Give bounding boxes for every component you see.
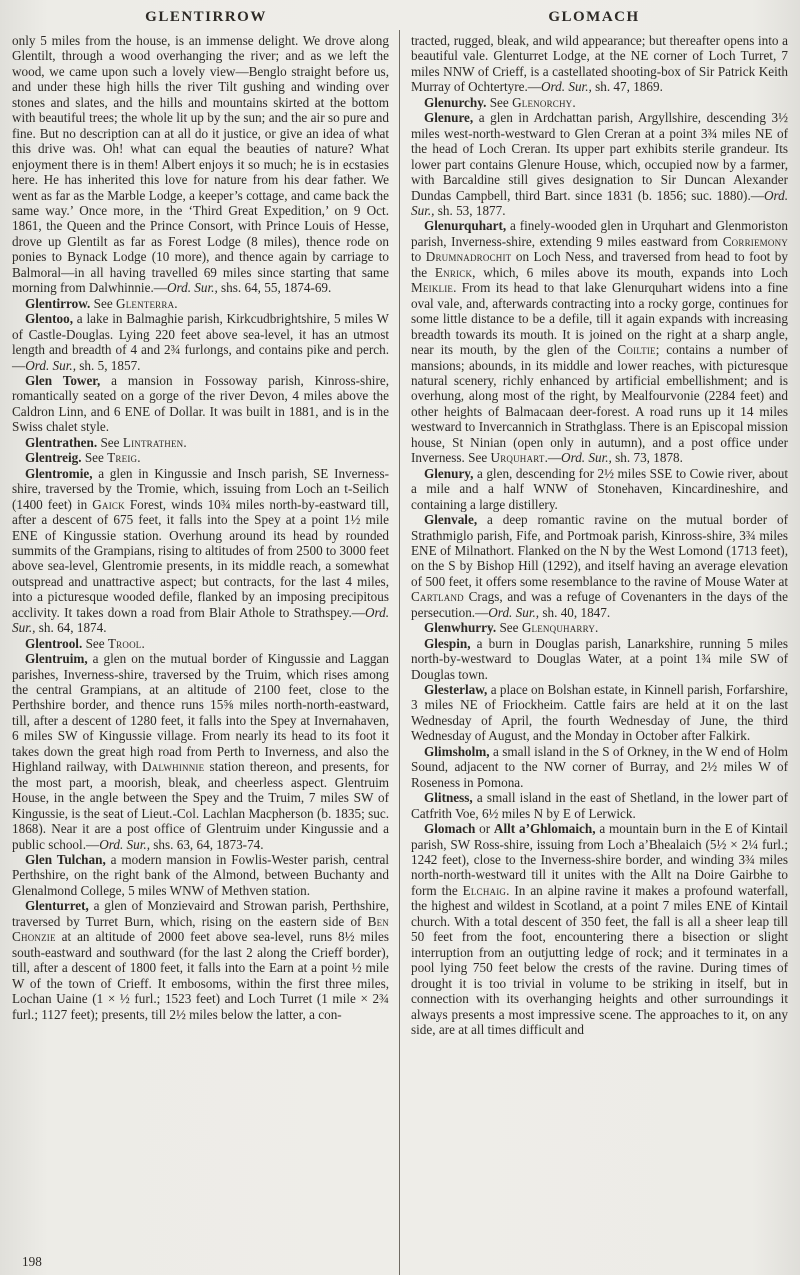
body-text: sh. 64, 1874.	[35, 620, 107, 636]
body-text: a place on Bolshan estate, in Kinnell parish, Forfarshire, 3 miles NE of Friockheim. Cattle fairs are held at it on the last Wednesday of April, the fourth Wednesday of June, the third Wednesday of August, and the Monday in October after Falkirk.	[411, 682, 788, 744]
body-text: a glen, descending for 2½ miles SSE to Cowie river, about a mile and a half WNW of Stonehaven, Kincardineshire, and containing a large distillery.	[411, 465, 788, 512]
entry-name: Glentreig.	[25, 450, 82, 466]
cross-reference: Coiltie	[617, 342, 656, 358]
right-running-head: GLOMACH	[548, 9, 640, 25]
entry-name: Glen Tower,	[25, 372, 101, 388]
body-text: a glen of Monzievaird and Strowan parish, Perthshire, traversed by Turret Burn, which, rising on the eastern side of	[12, 898, 389, 929]
cross-reference: Gaick	[92, 496, 125, 512]
entry-name: Glespin,	[424, 635, 471, 651]
body-text: a deep romantic ravine on the mutual border of Strathmiglo parish, Fife, and Portmoak parish, Kinross-shire, 3¾ miles ENE of Milnathort. Flanked on the N by the West Lomond (1713 feet), on the S by Bishop Hill (1292), and itself having an average elevation of 500 feet, it offers some resemblance to the ravine of Mouse Water at	[411, 512, 788, 589]
source-citation: Ord. Sur.,	[411, 187, 788, 218]
entry-name: Glitness,	[424, 790, 473, 806]
body-text: or	[475, 821, 494, 837]
entry-glentoo	[12, 311, 389, 373]
entry-name: Glenvale,	[424, 512, 478, 528]
entry-name: Glen Tulchan,	[25, 852, 106, 868]
entry-glen-tulchan	[12, 852, 389, 898]
body-text: See	[496, 620, 522, 636]
entry-glentruim	[12, 651, 389, 852]
entry-glenvale	[411, 512, 788, 620]
entry-glespin	[411, 636, 788, 682]
body-text: on Loch Ness, and traversed from head to foot by the	[411, 249, 788, 280]
column-divider	[399, 30, 400, 1275]
body-text: See	[90, 295, 116, 311]
entry-name: Glimsholm,	[424, 743, 490, 759]
body-text: ; contains a number of mansions; abounds, in its middle and lower reaches, with picturesque natural scenery, richly enhanced by artificial embellishment; and is overhung, along most of the right, by Mealfourvonie (2284 feet) and other heights of Balmacaan deer-forest. A road runs up it 14 miles westward to Invercannich in Strathglass. There is an Episcopal mission house, St Ninian (open only in autumn), and a post office under Inverness. See	[411, 342, 788, 466]
entry-name: Glenurchy.	[424, 94, 487, 110]
source-citation: Ord. Sur.,	[99, 836, 150, 852]
cross-reference: Elchaig	[462, 882, 507, 898]
body-text: See	[82, 635, 108, 651]
body-text: sh. 73, 1878.	[611, 450, 683, 466]
cross-reference: Glenquharry.	[521, 620, 599, 636]
entry-glomach	[411, 821, 788, 1037]
entry-name: Glenwhurry.	[424, 620, 497, 636]
body-text: shs. 63, 64, 1873-74.	[150, 836, 264, 852]
running-heads	[0, 0, 800, 31]
body-text: a lake in Balmaghie parish, Kirkcudbrightshire, 5 miles W of Castle-Douglas. Lying 220 feet above sea-level, it has an utmost length and breadth of 4 and 2¾ furlongs, and contains pike and perch.—	[12, 311, 389, 373]
source-citation: Ord. Sur.,	[25, 357, 76, 373]
body-text: shs. 64, 55, 1874-69.	[217, 280, 332, 296]
entry-name: Glenurquhart,	[424, 218, 507, 234]
entry-name: Glentrathen.	[25, 434, 98, 450]
entry-glentrool	[12, 636, 389, 651]
cross-reference: Treig.	[107, 450, 141, 466]
cross-reference: Glenorchy.	[512, 94, 576, 110]
entry-glenturret-continuation	[411, 33, 788, 95]
body-text: . From its head to that lake Glenurquhart widens into a fine oval vale, and, afterwards contracting into a rocky gorge, continues for some little distance to be a defile, till it again expands with increasing breadth towards its mouth. It is joined on the right at a sharp angle, near its mouth, by the glen of the	[411, 280, 788, 358]
source-citation: Ord. Sur.,	[12, 604, 389, 636]
entry-name: Glenury,	[424, 465, 474, 481]
body-text: sh. 40, 1847.	[539, 604, 611, 620]
entry-glentromie	[12, 466, 389, 636]
body-text: at an altitude of 2000 feet above sea-level, runs 8½ miles south-eastward and southward (for the last 2 along the Crieff border), till, after a descent of 1800 feet, it falls into the Earn at a point ½ mile W of the town of Crieff. It embosoms, within the first three miles, Lochan Uaine (1 × ½ furl.; 1523 feet) and Loch Turret (1 mile × 2¾ furl.; 1127 feet); presents, till 2½ miles below the latter, a con-	[12, 929, 389, 1022]
body-text: tracted, rugged, bleak, and wild appearance; but thereafter opens into a beautiful vale. Glenturret Lodge, at the NE corner of Loch Turret, 7 miles NNW of Crieff, is a castellated shooting-box of Sir Patrick Keith Murray of Ochtertyre.—	[411, 33, 788, 95]
body-text: , which, 6 miles above its mouth, expands into Loch	[472, 264, 788, 280]
cross-reference: Enrick	[434, 264, 473, 280]
body-text: a mansion in Fossoway parish, Kinross-shire, romantically seated on a gorge of the river Devon, 4 miles above the Caldron Linn, and 6 ENE of Dollar. It was built in 1881, and is in the Swiss chalet style.	[12, 372, 389, 435]
body-text: a finely-wooded glen in Urquhart and Glenmoriston parish, Inverness-shire, extending 9 miles eastward from	[411, 218, 788, 249]
body-text: See	[81, 450, 108, 466]
right-column	[411, 33, 788, 1037]
page-number: 198	[22, 1254, 42, 1269]
entry-glenurchy	[411, 95, 788, 110]
left-running-head: GLENTIRROW	[145, 9, 267, 25]
entry-name: Glentruim,	[25, 651, 88, 667]
body-text: a mountain burn in the E of Kintail parish, SW Ross-shire, issuing from Loch a’Bhealaich (5½ × 2¼ furl.; 1242 feet), close to the Inverness-shire border, and winding 3¾ miles north-north-westward till it unites with the Allt na Doire Gairbhe to form the	[411, 821, 788, 898]
entry-glenure	[411, 110, 788, 218]
body-text: a glen on the mutual border of Kingussie and Laggan parishes, Inverness-shire, traversed by the Truim, which rises among the central Grampians, at an altitude of 2100 feet, close to the Perthshire border, and thence runs 15⅝ miles north-north-eastward, till, after a descent of 1280 feet, it falls into the Spey at Invernahaven, 6 miles SW of Kingussie village. From nearly its head to its foot it takes down the great high road from Perth to Inverness, and also the Highland railway, with	[12, 651, 389, 775]
cross-reference: Corriemony	[722, 233, 788, 249]
entry-name: Glentirrow.	[25, 295, 91, 311]
body-text: sh. 5, 1857.	[76, 357, 141, 373]
source-citation: Ord. Sur.,	[541, 79, 592, 95]
body-text: a modern mansion in Fowlis-Wester parish, central Perthshire, on the right bank of the Almond, between Buchanty and Glenalmond College, 5 miles WNW of Methven station.	[12, 852, 389, 898]
entry-glenurquhart	[411, 218, 788, 465]
cross-reference: Ben Chonzie	[12, 913, 389, 945]
entry-glenury	[411, 466, 788, 512]
body-text: sh. 53, 1877.	[434, 202, 506, 218]
entry-name: Glentrool.	[25, 635, 83, 651]
entry-glenwhurry	[411, 620, 788, 635]
body-text: Crags, and was a refuge of Covenanters in the days of the persecution.—	[411, 589, 788, 620]
cross-reference: Trool.	[107, 635, 145, 651]
body-text: Forest, winds 10¾ miles north-by-eastward till, after a descent of 675 feet, it falls into the Spey at a point 1½ mile ENE of Kingussie station. Overhung around its head by rounded summits of the Grampians, rising to altitudes of from 2500 to 3000 feet above sea-level, Glentromie presents, in its middle reach, a somewhat outspread and unattractive aspect; but contracts, for the last 4 miles, into a picturesque wooded defile, flanked by an imposing precipitous acclivity. It takes down a road from Blair Athole to Strathspey.—	[12, 496, 389, 620]
source-citation: Ord. Sur.,	[561, 450, 612, 466]
entry-glentrathen	[12, 435, 389, 450]
body-text: a small island in the east of Shetland, in the lower part of Catfrith Voe, 6½ miles N by E of Lerwick.	[411, 790, 788, 821]
body-text: station thereon, and presents, for the most part, a moorish, bleak, and cheerless aspect. Glentruim House, in the angle between the Spey and the Truim, 7 miles SW of Kingussie, is the seat of Lieut.-Col. Lachlan Macpherson (b. 1835; suc. 1868). Near it are a post office of Glentruim under Kingussie and a public school.—	[12, 759, 389, 852]
body-text: a glen in Ardchattan parish, Argyllshire, descending 3½ miles west-north-westward to Glen Creran at a point 3¾ miles NE of the head of Loch Creran. Its upper part exhibits sterile grandeur. Its lower part contains Glenure House, which, occupied now by a farmer, with Barcaldine still gives designation to Sir Duncan Alexander Dundas Campbell, third Bart. since 1831 (b. 1856; suc. 1880).—	[411, 110, 788, 203]
body-text: .—	[544, 450, 562, 466]
entry-name: Glesterlaw,	[424, 682, 488, 698]
body-text: See	[486, 94, 513, 110]
left-column	[12, 33, 389, 1037]
body-text: a burn in Douglas parish, Lanarkshire, running 5 miles north-by-westward to Douglas Water, at a point 1¾ mile SW of Douglas town.	[411, 635, 788, 682]
source-citation: Ord. Sur.,	[166, 280, 218, 296]
body-text: sh. 47, 1869.	[591, 79, 663, 95]
entry-glentirrow	[12, 296, 389, 311]
source-citation: Ord. Sur.,	[488, 604, 540, 620]
entry-name: Allt a’Ghlomaich,	[493, 821, 596, 837]
body-text: to	[411, 249, 426, 265]
cross-reference: Meiklie	[411, 280, 454, 296]
cross-reference: Cartland	[411, 589, 464, 605]
body-text: a small island in the S of Orkney, in the W end of Holm Sound, adjacent to the NW corner of Burray, and 2½ miles W of Roseness in Pomona.	[411, 743, 788, 790]
entry-glen-tower	[12, 373, 389, 435]
cross-reference: Dalwhinnie	[141, 759, 205, 775]
entry-name: Glentoo,	[25, 311, 73, 327]
entry-name: Glenturret,	[25, 898, 89, 914]
cross-reference: Urquhart	[490, 450, 545, 466]
entry-name: Glomach	[424, 821, 476, 837]
entry-glentilt-continuation	[12, 33, 389, 296]
cross-reference: Glenterra.	[115, 295, 178, 311]
entry-name: Glenure,	[424, 110, 474, 126]
body-text: . In an alpine ravine it makes a profound waterfall, the highest and wildest in Scotland, at a point 7 miles ENE of Kintail church. With a total descent of 350 feet, the fall is all a sheer leap till 50 feet from the foot, encountering there a bisection or slight interruption from an outjutting ledge of rock; and it terminates in a pool lying 750 feet below the crests of the ravine. During times of drought it is too trivial in volume to be striking in itself, but in connection with its overhanging heights and other surroundings it always presents a most impressive scene. The approaches to it, on any side, are at all times difficult and	[411, 882, 789, 1037]
entry-glesterlaw	[411, 682, 788, 744]
body-text: a glen in Kingussie and Insch parish, SE Inverness-shire, traversed by the Tromie, which, issuing from Loch an t-Seilich (1400 feet) in	[12, 465, 389, 512]
body-text: only 5 miles from the house, is an immense delight. We drove along Glentilt, through a wood overhanging the river; and as we left the wood, we came upon such a lovely view—Benglo straight before us, and under these high hills the river Tilt gushing and winding over stones and slates, and the hills and mountains skirted at the bottom with beautiful trees; the whole lit up by the sun; and the air so pure and fine. But no description can at all do it justice, or give an idea of what this drive was. Oh! what can equal the beauties of nature? What enjoyment there is in them! Albert enjoys it so much; he is in ecstasies here. He has inherited this love for nature from his dear father. We went as far as the Marble Lodge, a keeper’s cottage, and came back the same way.’ Once more, in the ‘Third Great Expedition,’ on 9 Oct. 1861, the Queen and the Prince Consort, with Prince Louis of Hesse, drove up Glentilt as far as Forest Lodge (8 miles), thence rode on ponies to Bynack Lodge (10 more), and thence again by carriage to Balmoral—in all having travelled 69 miles since starting that same morning from Dalwhinnie.—	[12, 33, 389, 296]
entry-glimsholm	[411, 744, 788, 790]
body-text: See	[97, 434, 123, 450]
entry-glenturret	[12, 898, 389, 1022]
text-columns	[0, 31, 800, 1037]
entry-glentreig	[12, 450, 389, 465]
entry-name: Glentromie,	[25, 465, 93, 481]
cross-reference: Drumnadrochit	[425, 249, 512, 265]
cross-reference: Lintrathen.	[122, 434, 187, 450]
entry-glitness	[411, 790, 788, 821]
